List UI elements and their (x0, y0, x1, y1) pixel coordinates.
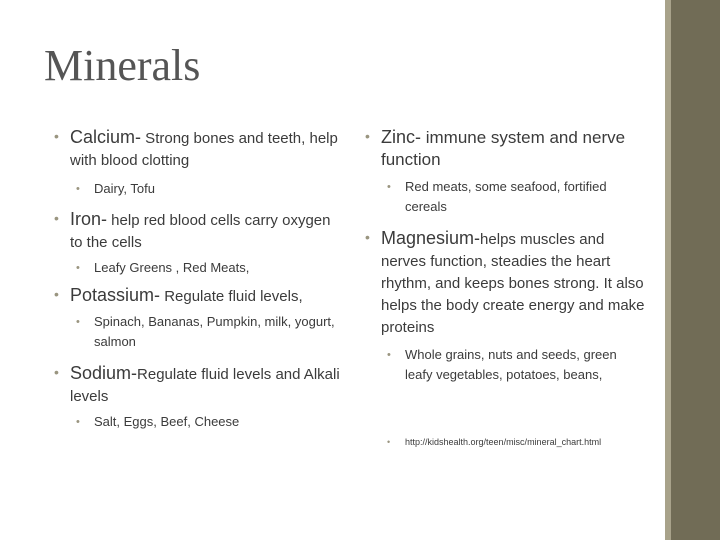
sodium-description: Regulate fluid levels and Alkali levels (70, 366, 340, 405)
slide-title: Minerals (44, 41, 201, 90)
iron-heading: Iron- (70, 209, 108, 229)
bullet-icon: • (76, 316, 80, 328)
sodium-item (54, 362, 344, 408)
magnesium-heading: Magnesium- (381, 228, 481, 248)
calcium-description: Strong bones and teeth, help with blood clotting (70, 130, 338, 169)
zinc-heading: Zinc- (381, 127, 421, 147)
potassium-sources: • Spinach, Bananas, Pumpkin, milk, yogurt, salmon (76, 314, 335, 349)
bullet-icon: • (387, 349, 391, 361)
reference-link[interactable]: • http://kidshealth.org/teen/misc/mineral_chart.html (387, 437, 602, 447)
potassium-item (54, 284, 344, 308)
iron-description: help red blood cells carry oxygen to the cells (70, 212, 331, 251)
left-column (54, 126, 344, 432)
iron-sources: • Leafy Greens , Red Meats, (54, 258, 344, 278)
sodium-sources: • Salt, Eggs, Beef, Cheese (54, 412, 344, 432)
zinc-sources: • Red meats, some seafood, fortified cereals (387, 179, 607, 214)
bullet-icon: • (76, 416, 80, 428)
bullet-icon: • (76, 262, 80, 274)
zinc-description: immune system and nerve function (381, 128, 626, 169)
calcium-heading: Calcium- (70, 127, 142, 147)
right-column (365, 126, 645, 449)
bullet-icon: • (54, 210, 59, 226)
sodium-heading: Sodium- (70, 363, 138, 383)
bullet-icon: • (365, 229, 370, 245)
magnesium-description: helps muscles and nerves function, steadies the heart rhythm, and keeps bones strong. It also helps the body create energy and make proteins (381, 231, 645, 336)
calcium-item (54, 126, 344, 172)
bullet-icon: • (387, 181, 391, 193)
magnesium-item (365, 227, 645, 339)
decorative-stripe-dark (671, 0, 720, 540)
potassium-heading: Potassium- (70, 285, 161, 305)
bullet-icon: • (365, 128, 370, 144)
bullet-icon: • (54, 364, 59, 380)
potassium-description: Regulate fluid levels, (160, 288, 303, 305)
bullet-icon: • (54, 286, 59, 302)
iron-item (54, 208, 344, 254)
calcium-sources: • Dairy, Tofu (54, 179, 344, 199)
bullet-icon: • (387, 437, 391, 447)
magnesium-sources: • Whole grains, nuts and seeds, green leafy vegetables, potatoes, beans, (387, 347, 617, 382)
bullet-icon: • (54, 128, 59, 144)
bullet-icon: • (76, 183, 80, 195)
zinc-item (365, 126, 645, 171)
